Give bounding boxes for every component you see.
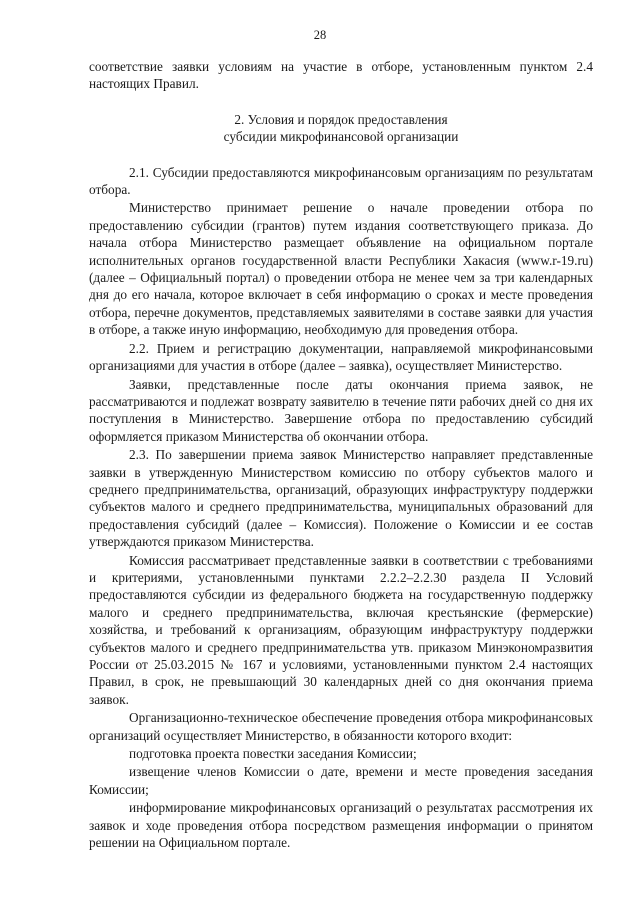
duty-item: извещение членов Комиссии о дате, времени и месте проведения заседания Комиссии; [89, 764, 593, 797]
paragraph-commission-review: Комиссия рассматривает представленные заявки в соответствии с требованиями и критериями, установленными пунктами 2.2.2–2.2.30 раздела II Условий предоставляются субсидии из федерального бюджета на государственную поддержку малого и среднего предпринимательства, включая крестьянские (фермерские) хозяйства, и требований к организациям, образующим инфраструктуру поддержки субъектов малого и среднего предпринимательства утв. приказом Минэкономразвития России от 25.03.2015 № 167 и условиями, установленными пунктом 2.4 настоящих Правил, в срок, не превышающий 30 календарных дней со дня окончания приема заявок. [89, 552, 593, 707]
paragraph-2-2: 2.2. Прием и регистрацию документации, направляемой микрофинансовыми организациями для участия в отборе (далее – заявка), осуществляет Министерство. [89, 340, 593, 374]
section-heading-line-1: 2. Условия и порядок предоставления [234, 111, 448, 127]
paragraph-2-3: 2.3. По завершении приема заявок Министерство направляет представленные заявки в утвержденную Министерством комиссию по отбору субъектов малого и среднего предпринимательства, организаций, образующих инфраструктуру поддержки субъектов малого и среднего предпринимательства, муниципальных образований для предоставления субсидий (далее – Комиссия). Положение о Комиссии и ее состав утверждаются приказом Министерства. [89, 447, 593, 550]
duty-item: информирование микрофинансовых организаций о результатах рассмотрения их заявок и ходе проведения отбора посредством размещения информации о принятом решении на Официальном портале. [89, 800, 593, 851]
section-heading [89, 111, 593, 146]
document-body [89, 58, 593, 851]
paragraph-organizational-support: Организационно-техническое обеспечение проведения отбора микрофинансовых организаций осуществляет Министерство, в обязанности которого входит: [89, 710, 593, 743]
paragraph-2-1: 2.1. Субсидии предоставляются микрофинансовым организациям по результатам отбора. [89, 164, 593, 198]
section-heading-line-2: субсидии микрофинансовой организации [223, 129, 459, 145]
duty-item: подготовка проекта повестки заседания Комиссии; [129, 746, 417, 762]
paragraph-announcement: Министерство принимает решение о начале проведении отбора по предоставлению субсидии (грантов) путем издания соответствующего приказа. До начала отбора Министерство размещает объявление на официальном портале исполнительных органов государственной власти Республики Хакасия (www.r-19.ru) (далее – Официальный портал) о проведении отбора не менее чем за три календарных дня до его начала, которое включает в себя информацию о сроках и месте проведения отбора, перечне документов, представляемых заявителями в составе заявки для участия в отборе, а также иную информацию, необходимую для проведения отбора. [89, 200, 593, 338]
page-number: 28 [313, 28, 327, 42]
paragraph-late-applications: Заявки, представленные после даты окончания приема заявок, не рассматриваются и подлежат возврату заявителю в течение пяти рабочих дней со дня их поступления в Министерство. Завершение отбора по предоставлению субсидий оформляется приказом Министерства об окончании отбора. [89, 376, 593, 444]
lead-paragraph: соответствие заявки условиям на участие в отборе, установленным пунктом 2.4 настоящих Правил. [89, 59, 593, 92]
